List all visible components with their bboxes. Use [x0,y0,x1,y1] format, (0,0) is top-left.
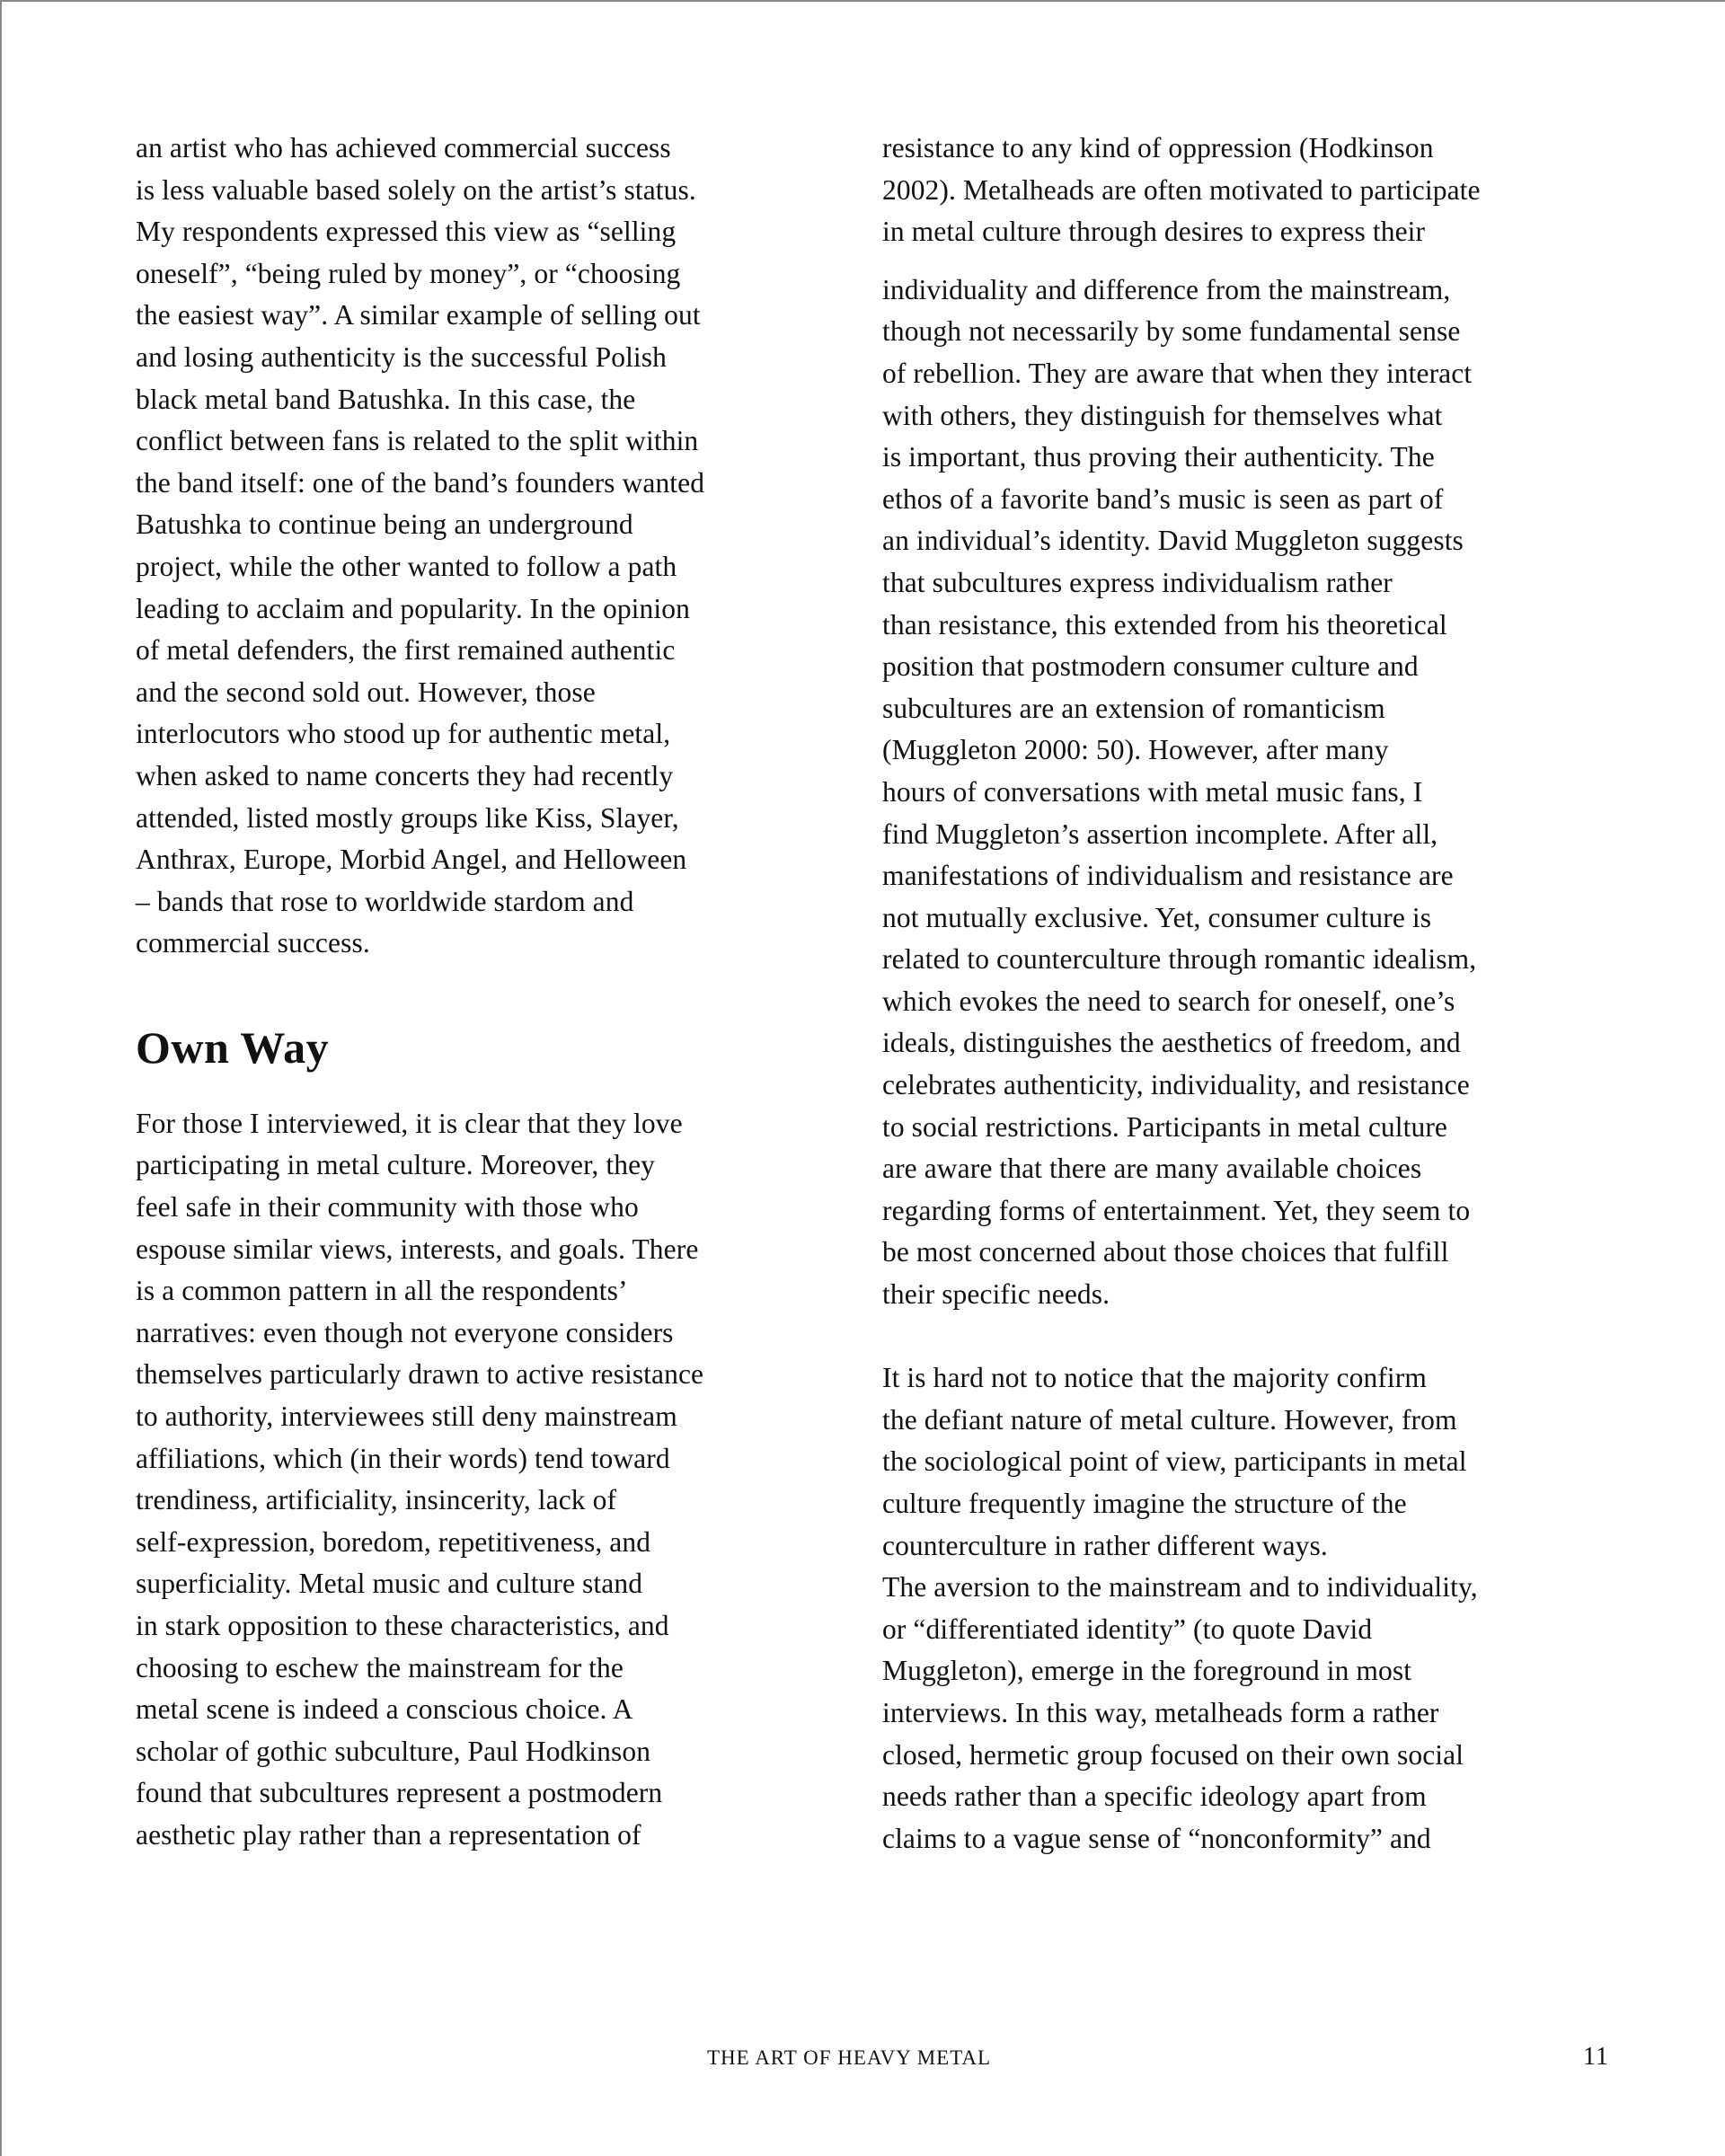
text-line: ideals, distinguishes the aesthetics of freedom, and [882,1027,1461,1059]
text-line: and losing authenticity is the successful Polish [136,340,667,373]
text-line: their specific needs. [882,1278,1110,1311]
text-line: narratives: even though not everyone considers [136,1316,674,1348]
text-line: an artist who has achieved commercial success [136,132,671,163]
text-line: commercial success. [136,927,370,959]
text-line: the easiest way”. A similar example of selling out [136,299,701,331]
paragraph [882,1567,1601,1860]
text-line: My respondents expressed this view as “selling [136,216,677,248]
text-line: be most concerned about those choices that fulfill [882,1236,1449,1268]
text-line: 2002). Metalheads are often motivated to participate [882,173,1481,206]
text-line: participating in metal culture. Moreover, they [136,1149,656,1181]
text-line: needs rather than a specific ideology apart from [882,1780,1427,1813]
text-line: of metal defenders, the first remained authentic [136,634,676,667]
text-line: (Muggleton 2000: 50). However, after many [882,734,1389,766]
text-line: trendiness, artificiality, insincerity, lack of [136,1484,617,1516]
text-line: and the second sold out. However, those [136,676,596,708]
text-line: choosing to eschew the mainstream for the [136,1651,624,1683]
text-line: project, while the other wanted to follow a path [136,550,677,582]
text-line: though not necessarily by some fundamental sense [882,315,1461,348]
text-line: are aware that there are many available choices [882,1153,1422,1185]
text-line: Batushka to continue being an underground [136,508,633,541]
text-line: interviews. In this way, metalheads form a rather [882,1696,1439,1728]
text-line: – bands that rose to worldwide stardom and [136,885,634,917]
paragraph [882,270,1601,1316]
text-line: found that subcultures represent a postmodern [136,1777,663,1809]
text-line: feel safe in their community with those who [136,1191,639,1224]
text-line: regarding forms of entertainment. Yet, they seem to [882,1194,1471,1226]
text-line: to social restrictions. Participants in metal culture [882,1110,1448,1143]
text-line: manifestations of individualism and resistance are [882,860,1454,892]
text-line: attended, listed mostly groups like Kiss, Slayer, [136,801,679,834]
text-line: celebrates authenticity, individuality, and resistance [882,1069,1470,1101]
text-line: For those I interviewed, it is clear that they love [136,1107,683,1139]
text-line: or “differentiated identity” (to quote David [882,1613,1373,1645]
text-line: affiliations, which (in their words) tend toward [136,1442,670,1474]
text-line: in metal culture through desires to express their [882,216,1426,248]
paragraph [882,128,1601,253]
running-footer-title: THE ART OF HEAVY METAL [707,2046,992,2069]
text-line: espouse similar views, interests, and goals. There [136,1233,699,1265]
page-number: 11 [1583,2043,1609,2071]
paragraph [136,1103,827,1857]
text-line: is important, thus proving their authenticity. The [882,441,1435,473]
text-line: an individual’s identity. David Muggleton suggests [882,525,1464,557]
text-line: The aversion to the mainstream and to individuality, [882,1571,1478,1604]
text-line: themselves particularly drawn to active resistance [136,1358,704,1391]
text-line: the band itself: one of the band’s founders wanted [136,466,705,499]
text-line: claims to a vague sense of “nonconformity” and [882,1822,1431,1854]
text-line: not mutually exclusive. Yet, consumer culture is [882,901,1432,933]
text-line: the defiant nature of metal culture. However, from [882,1403,1457,1436]
text-line: is less valuable based solely on the artist’s status. [136,173,696,206]
text-line: leading to acclaim and popularity. In the opinion [136,592,690,624]
text-line: self-expression, boredom, repetitiveness, and [136,1525,651,1558]
text-line: which evokes the need to search for oneself, one’s [882,985,1455,1017]
text-line: related to counterculture through romantic idealism, [882,943,1477,976]
text-line: than resistance, this extended from his theoretical [882,608,1447,641]
left-column [136,128,827,1857]
text-line: find Muggleton’s assertion incomplete. After all, [882,817,1438,850]
text-line: scholar of gothic subculture, Paul Hodkinson [136,1735,651,1767]
paragraph-gap [882,1316,1601,1358]
text-line: subcultures are an extension of romanticism [882,692,1385,724]
text-line: metal scene is indeed a conscious choice. A [136,1693,633,1726]
text-line: that subcultures express individualism rather [882,566,1393,598]
text-line: position that postmodern consumer culture and [882,650,1419,683]
text-line: interlocutors who stood up for authentic metal, [136,718,671,750]
text-line: closed, hermetic group focused on their own social [882,1738,1464,1771]
text-line: Muggleton), emerge in the foreground in most [882,1655,1412,1687]
text-line: individuality and difference from the mainstream, [882,273,1451,305]
paragraph [136,128,827,965]
text-line: superficiality. Metal music and culture stand [136,1568,643,1600]
text-line: to authority, interviewees still deny mainstream [136,1401,677,1433]
text-line: ethos of a favorite band’s music is seen as part of [882,482,1444,515]
paragraph [882,1357,1601,1567]
text-line: Anthrax, Europe, Morbid Angel, and Helloween [136,844,687,876]
text-line: aesthetic play rather than a representation of [136,1818,641,1851]
text-line: counterculture in rather different ways. [882,1529,1328,1561]
text-line: with others, they distinguish for themselves what [882,399,1443,431]
text-line: when asked to name concerts they had recently [136,759,674,791]
text-line: oneself”, “being ruled by money”, or “choosing [136,257,681,289]
text-line: of rebellion. They are aware that when they interact [882,357,1473,389]
text-line: conflict between fans is related to the split within [136,425,699,457]
text-line: culture frequently imagine the structure of the [882,1488,1407,1519]
right-column [882,128,1601,1860]
text-line: resistance to any kind of oppression (Hodkinson [882,132,1434,163]
text-line: the sociological point of view, participants in metal [882,1445,1467,1478]
text-line: hours of conversations with metal music fans, I [882,775,1423,808]
text-line: black metal band Batushka. In this case, the [136,383,636,415]
paragraph-gap [882,253,1601,270]
text-line: in stark opposition to these characteristics, and [136,1610,669,1641]
text-line: is a common pattern in all the respondents’ [136,1275,628,1307]
text-line: It is hard not to notice that the majority confirm [882,1362,1427,1394]
section-heading: Own Way [136,1021,330,1073]
